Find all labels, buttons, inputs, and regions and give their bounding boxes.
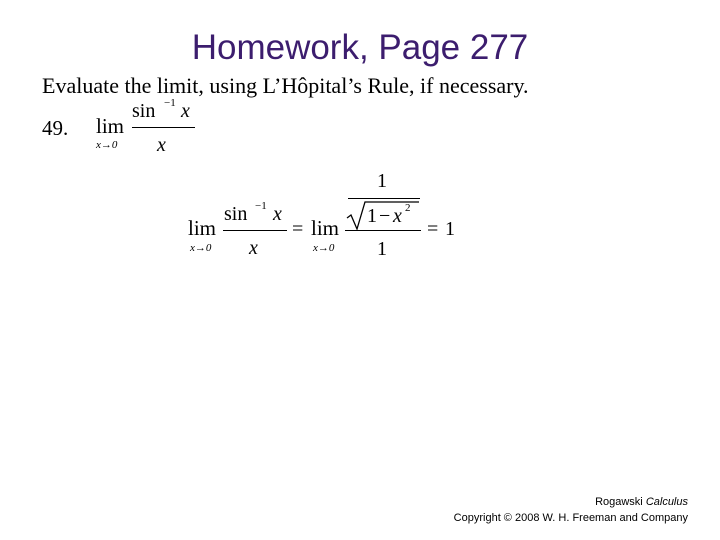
solution-limit-subscript-1: x→0 (190, 242, 212, 254)
radicand-minus: − (379, 205, 391, 227)
fraction-bar (132, 127, 195, 128)
solution-denominator-variable: x (249, 237, 258, 259)
limit-subscript: x→0 (96, 139, 118, 151)
outer-numerator: 1 (377, 170, 387, 192)
solution-numerator-function: sin (224, 203, 248, 225)
limit-operator: lim (96, 114, 125, 138)
radicand-one: 1 (367, 205, 377, 227)
problem-instruction: Evaluate the limit, using L’Hôpital’s Rule, if necessary. (42, 73, 529, 98)
solution-fraction-bar-1 (223, 230, 287, 231)
solution-limit-subscript-2: x→0 (313, 242, 335, 254)
problem-number: 49. (42, 116, 69, 140)
denominator-variable: x (157, 134, 166, 156)
numerator-function: sin (132, 100, 156, 122)
outer-denominator: 1 (377, 238, 387, 260)
equals-sign-2: = (427, 218, 439, 240)
numerator-variable: x (181, 100, 190, 122)
author-name: Rogawski (595, 496, 646, 508)
solution-numerator-variable: x (273, 203, 282, 225)
solution-limit-operator-2: lim (311, 216, 340, 240)
equals-sign-1: = (292, 218, 304, 240)
solution-limit-operator-1: lim (188, 216, 217, 240)
radicand-exponent: 2 (405, 202, 411, 214)
result-value: 1 (445, 218, 455, 240)
copyright-notice: Copyright © 2008 W. H. Freeman and Company (453, 512, 688, 524)
copyright-footer (454, 494, 688, 526)
book-title: Calculus (645, 496, 688, 508)
slide-title: Homework, Page 277 (191, 28, 529, 67)
numerator-exponent: −1 (164, 97, 176, 109)
solution-numerator-exponent: −1 (255, 200, 267, 212)
radicand-x: x (393, 205, 402, 227)
book-credit (454, 494, 688, 510)
main-fraction-bar (345, 230, 421, 231)
